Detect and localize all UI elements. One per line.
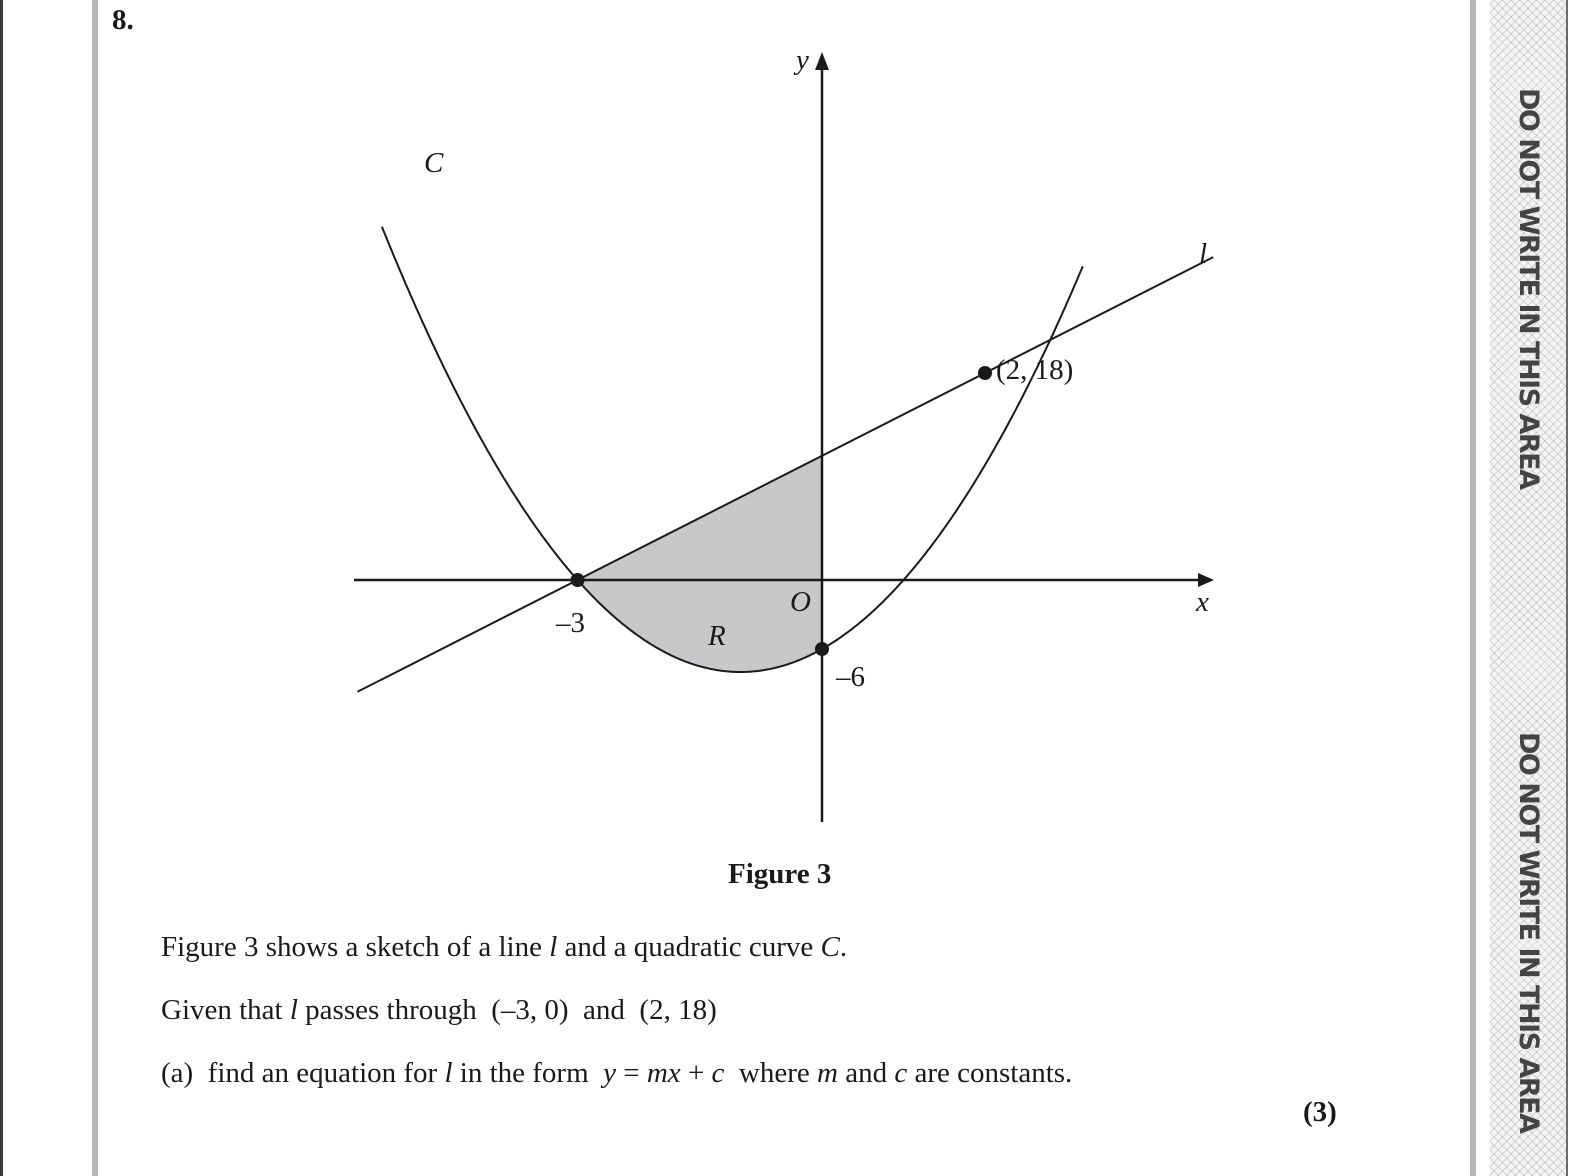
question-text-line-1 [161,930,847,965]
x-axis-arrowhead [1198,573,1214,587]
label-y-axis: y [796,44,809,76]
margin-warning-bottom: DO NOT WRITE IN THIS AREA [1513,732,1544,1133]
label-curve-C: C [424,147,444,179]
symbol-y: y [603,1057,616,1089]
shaded-region-R [578,456,823,672]
margin-warning-top: DO NOT WRITE IN THIS AREA [1513,88,1544,489]
symbol-C: C [820,931,840,963]
point-intersection [978,366,992,380]
text-segment: = [616,1057,647,1089]
label-line-l: l [1199,238,1208,270]
symbol-m: m [817,1057,838,1089]
symbol-c: c [711,1057,725,1089]
label-x-intercept: –3 [556,607,585,639]
text-segment: + [680,1057,712,1089]
question-text-line-2 [161,993,717,1028]
label-y-intercept: –6 [836,661,865,693]
label-x-axis: x [1196,586,1209,618]
symbol-mx: mx [646,1057,681,1089]
text-segment: passes through (–3, 0) and (2, 18) [297,994,717,1026]
text-segment: Given that [161,994,290,1026]
marks-value: (3) [1303,1096,1337,1128]
label-region-R: R [708,620,726,652]
text-segment: and a quadratic curve [557,931,821,963]
question-number: 8. [112,4,134,36]
text-segment: are constants. [907,1057,1073,1089]
question-part-a [161,1056,1072,1091]
text-segment: Figure 3 shows a sketch of a line [161,931,550,963]
text-segment: and [837,1057,895,1089]
text-segment: in the form [452,1057,604,1089]
figure-caption: Figure 3 [728,858,832,890]
symbol-l: l [549,931,558,963]
symbol-c: c [894,1057,908,1089]
symbol-l: l [444,1057,453,1089]
symbol-l: l [289,994,298,1026]
text-segment: where [724,1057,818,1089]
label-point: (2, 18) [996,354,1074,386]
point-y-intercept [815,642,829,656]
label-origin-O: O [790,586,811,618]
y-axis-arrowhead [815,52,829,70]
point-x-intercept [571,573,585,587]
text-segment: (a) find an equation for [161,1057,445,1089]
text-segment: . [839,931,848,963]
